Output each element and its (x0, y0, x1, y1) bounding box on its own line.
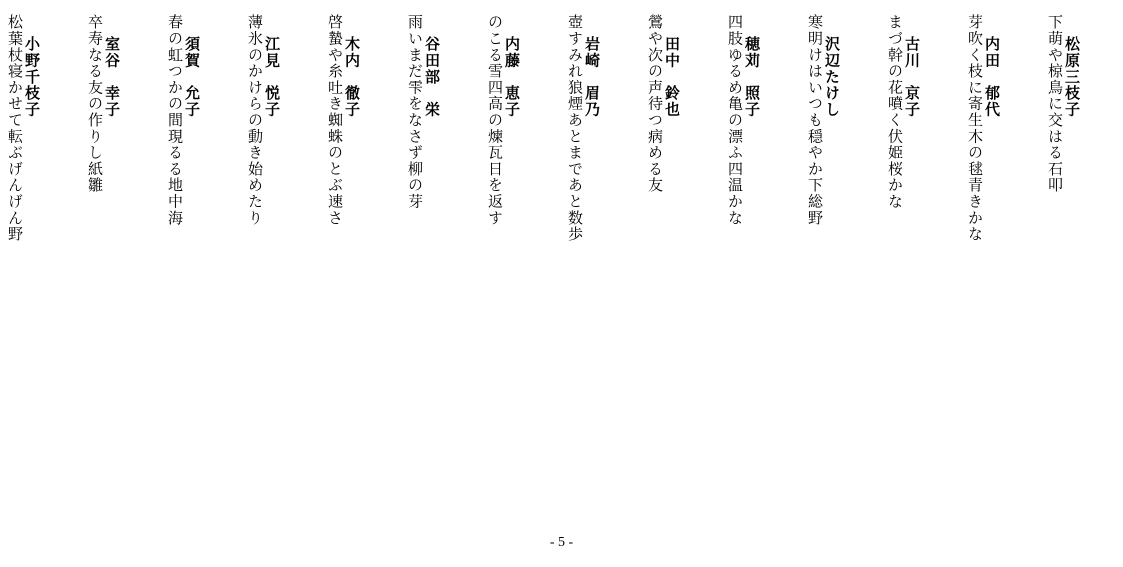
haiku-entry (69, 14, 119, 193)
haiku-text: 壺すみれ狼煙あとまであと数歩 (566, 14, 584, 243)
haiku-entry (229, 14, 279, 226)
haiku-text: 雨いまだ雫をなさず柳の芽 (406, 14, 424, 210)
haiku-text: 鶯や次の声待つ病める友 (646, 14, 664, 194)
poet-name: 沢辺たけし (823, 36, 841, 118)
haiku-text: 寒明けはいつも穏やか下総野 (806, 14, 824, 226)
poet-name: 田中 鈴也 (663, 36, 681, 118)
haiku-entry (469, 14, 519, 226)
poet-name: 穂苅 照子 (743, 36, 761, 118)
haiku-text: 啓蟄や糸吐き蜘蛛のとぶ速さ (326, 14, 344, 226)
haiku-entry (149, 14, 199, 226)
haiku-entry (869, 14, 919, 210)
haiku-entry (549, 14, 599, 242)
haiku-text: 下萌や椋鳥に交はる石叩 (1046, 14, 1064, 194)
poet-name: 岩崎 眉乃 (583, 36, 601, 118)
haiku-text: 春の虹つかの間現るる地中海 (166, 14, 184, 226)
poet-name: 谷田部 栄 (423, 36, 441, 118)
poet-name: 内藤 恵子 (503, 36, 521, 118)
poet-name: 室谷 幸子 (103, 36, 121, 118)
haiku-entry (389, 14, 439, 210)
haiku-entry (789, 14, 839, 226)
poet-name: 須賀 允子 (183, 36, 201, 118)
haiku-collection (0, 14, 1079, 414)
poet-name: 小野千枝子 (23, 36, 41, 118)
poet-name: 松原三枝子 (1063, 36, 1081, 118)
haiku-entry (709, 14, 759, 226)
haiku-entry (1029, 14, 1079, 193)
haiku-text: 芽吹く枝に寄生木の毬青きかな (966, 14, 984, 243)
poet-name: 江見 悦子 (263, 36, 281, 118)
poet-name: 内田 郁代 (983, 36, 1001, 118)
poet-name: 木内 徹子 (343, 36, 361, 118)
haiku-entry (629, 14, 679, 193)
haiku-entry (949, 14, 999, 242)
haiku-entry (0, 14, 39, 242)
haiku-text: 卒寿なる友の作りし紙雛 (86, 14, 104, 194)
poet-name: 古川 京子 (903, 36, 921, 118)
haiku-text: 四肢ゆるめ亀の漂ふ四温かな (726, 14, 744, 226)
haiku-entry (309, 14, 359, 226)
haiku-text: まづ幹の花噴く伏姫桜かな (886, 14, 904, 210)
haiku-text: のこる雪四高の煉瓦日を返す (486, 14, 504, 226)
haiku-text: 松葉杖寝かせて転ぶげんげん野 (6, 14, 24, 243)
page-number: - 5 - (549, 535, 574, 550)
haiku-text: 薄氷のかけらの動き始めたり (246, 14, 264, 226)
